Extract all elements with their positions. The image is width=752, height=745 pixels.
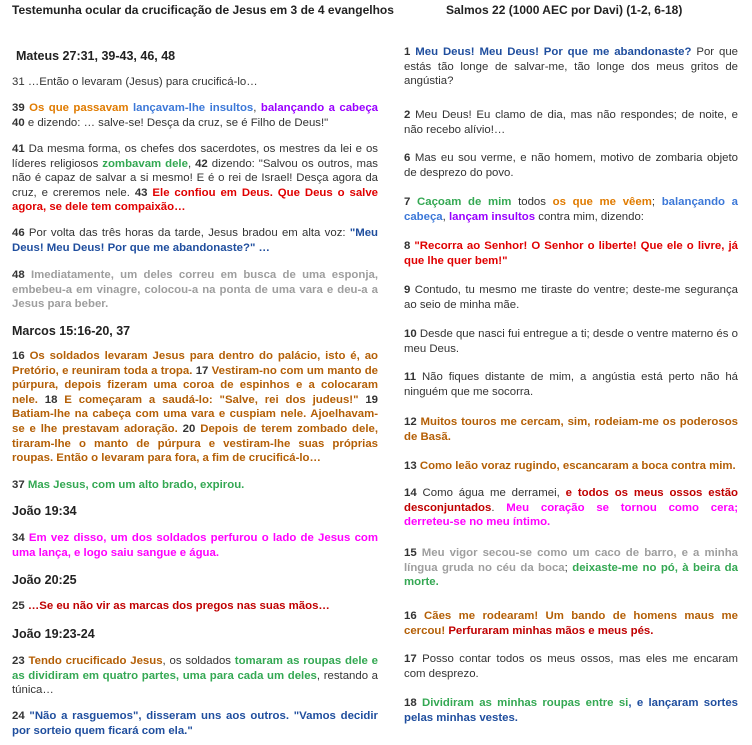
verse-number: 14 xyxy=(404,487,417,499)
verse-text: "Meu Deus! Meu Deus! Por que me abandonaste?" … xyxy=(12,227,378,254)
verse-number: 16 xyxy=(12,350,25,362)
verse-number: 25 xyxy=(12,600,25,612)
verse-text: tomaram as roupas dele e as dividiram em quatro partes, uma para cada um deles xyxy=(12,655,378,682)
verse-text: , xyxy=(253,102,261,114)
verse-text: , os soldados xyxy=(162,655,235,667)
verse-number: 11 xyxy=(404,371,417,383)
verse-text: Desde que nasci fui entregue a ti; desde o ventre materno és o meu Deus. xyxy=(404,328,738,355)
verse-paragraph xyxy=(404,486,738,530)
verse-paragraph xyxy=(12,75,378,90)
verse-text: Mas Jesus, com um alto brado, expirou. xyxy=(24,479,245,491)
verse-paragraph xyxy=(404,652,738,681)
verse-number: 17 xyxy=(404,653,417,665)
verse-text: Caçoam de mim xyxy=(410,196,512,208)
verse-number: 24 xyxy=(12,710,25,722)
verse-paragraph xyxy=(404,696,738,725)
verse-text: lançam insultos xyxy=(448,210,536,223)
verse-text: contra mim, dizendo: xyxy=(535,210,644,223)
verse-text: dizendo: "Salvou os outros, mas não é capaz de salvar a si mesmo! E é o rei de Israel! Desça agora da cruz, e creremos nele. xyxy=(12,157,378,199)
verse-text: Tendo crucificado Jesus xyxy=(24,655,163,667)
section-title-marcos: Marcos 15:16-20, 37 xyxy=(12,324,131,338)
verse-paragraph xyxy=(12,478,378,493)
verse-text: todos xyxy=(511,196,553,208)
verse-number: 8 xyxy=(404,240,411,252)
verse-text: "Recorra ao Senhor! O Senhor o liberte! Que ele o livre, já que lhe quer bem!" xyxy=(404,240,738,267)
verse-text: Cães me rodearam! Um bando de homens maus me cercou! xyxy=(404,610,738,637)
verse-text: Perfuraram minhas mãos e meus pés. xyxy=(448,624,654,637)
verse-text: Meu coração se tornou como cera; derreteu-se no meu íntimo. xyxy=(404,501,738,529)
verse-text: ; xyxy=(564,561,573,574)
verse-text: 40 xyxy=(12,116,25,129)
verse-text: Como água me derramei, xyxy=(416,487,566,499)
verse-text: Os que passavam xyxy=(24,102,129,114)
section-title-mateus: Mateus 27:31, 39-43, 46, 48 xyxy=(16,49,176,63)
verse-text: 42 xyxy=(195,157,208,170)
verse-text: Por volta das três horas da tarde, Jesus bradou em alta voz: xyxy=(24,227,350,239)
verse-text: Como leão voraz rugindo, escancaram a boca contra mim. xyxy=(416,460,736,472)
verse-text: "Não a rasguemos", disseram uns aos outros. "Vamos decidir por sorteio quem ficará com ela." xyxy=(12,710,378,737)
verse-number: 7 xyxy=(404,196,411,208)
verse-number: 6 xyxy=(404,152,411,164)
verse-paragraph xyxy=(404,108,738,137)
verse-paragraph xyxy=(12,142,378,215)
verse-text: balançando a cabeça xyxy=(404,196,738,223)
verse-text: Meu vigor secou-se como um caco de barro, e a minha língua gruda no céu da boca xyxy=(404,547,738,574)
verse-paragraph xyxy=(404,283,738,312)
verse-paragraph xyxy=(404,370,738,399)
verse-paragraph xyxy=(12,349,378,466)
verse-text: Batiam-lhe na cabeça com uma vara e cuspiam nele. Ajoelhavam-se e lhe prestavam adoração. xyxy=(12,408,378,435)
verse-text: e dizendo: … salve-se! Desça da cruz, se é Filho de Deus!" xyxy=(24,116,329,129)
verse-number: 18 xyxy=(404,697,417,709)
verse-number: 34 xyxy=(12,532,25,544)
verse-number: 39 xyxy=(12,102,25,114)
gospels-header: Testemunha ocular da crucificação de Jesus em 3 de 4 evangelhos xyxy=(12,3,394,17)
verse-text: Muitos touros me cercam, sim, rodeiam-me os poderosos de Basã. xyxy=(404,416,738,443)
verse-text: deixaste-me no pó, à beira da morte. xyxy=(404,561,738,589)
verse-paragraph xyxy=(404,459,738,474)
verse-number: 15 xyxy=(404,547,417,559)
verse-text: zombavam dele xyxy=(102,157,188,170)
verse-paragraph xyxy=(404,45,738,89)
verse-paragraph xyxy=(12,531,378,560)
section-title-joao-19-23: João 19:23-24 xyxy=(12,627,95,641)
verse-text: Imediatamente, um deles correu em busca de uma esponja, embebeu-a em vinagre, colocou-a na ponta de uma vara e deu-a a Jesus para beber. xyxy=(12,269,378,311)
verse-text: Por que estás tão longe de salvar-me, tão longe dos meus gritos de angústia? xyxy=(404,46,738,88)
verse-paragraph xyxy=(404,546,738,590)
verse-text: Da mesma forma, os chefes dos sacerdotes, os mestres da lei e os líderes religiosos xyxy=(12,143,378,170)
verse-paragraph xyxy=(12,268,378,312)
verse-text: Dividiram as minhas roupas entre si xyxy=(416,697,629,709)
verse-text: lançavam-lhe insultos xyxy=(128,102,254,114)
verse-number: 12 xyxy=(404,416,417,428)
verse-text: …Então o levaram (Jesus) para crucificá-lo… xyxy=(24,76,258,88)
verse-paragraph xyxy=(12,654,378,698)
verse-paragraph xyxy=(404,151,738,180)
verse-number: 13 xyxy=(404,460,417,472)
verse-text: ; xyxy=(651,196,662,208)
verse-paragraph xyxy=(404,327,738,356)
verse-number: 46 xyxy=(12,227,25,239)
verse-number: 2 xyxy=(404,109,411,121)
verse-text: Posso contar todos os meus ossos, mas eles me encaram com desprezo. xyxy=(404,653,738,680)
verse-paragraph xyxy=(404,415,738,444)
verse-text: 17 xyxy=(195,364,209,377)
verse-number: 37 xyxy=(12,479,25,491)
verse-paragraph xyxy=(404,195,738,224)
verse-text: Não fiques distante de mim, a angústia está perto não há ninguém que me socorra. xyxy=(404,371,738,398)
verse-text: Vestiram-no com um manto de púrpura, depois fizeram uma coroa de espinhos e a colocaram nele. xyxy=(12,364,378,406)
verse-text: E começaram a saudá-lo: "Salve, rei dos judeus!" xyxy=(57,393,366,406)
verse-text: Mas eu sou verme, e não homem, motivo de zombaria objeto de desprezo do povo. xyxy=(404,152,738,179)
verse-number: 41 xyxy=(12,143,25,155)
verse-text: Depois de terem zombado dele, tiraram-lhe o manto de púrpura e vestiram-lhe suas próprias roupas. Então o levaram para fora, a fim de crucificá-lo… xyxy=(12,422,378,465)
verse-text: e todos os meus ossos estão desconjuntados xyxy=(404,487,739,514)
verse-text: Meu Deus! Meu Deus! Por que me abandonaste? xyxy=(410,46,692,58)
verse-text: Ele confiou em Deus. Que Deus o salve agora, se dele tem compaixão… xyxy=(12,186,378,214)
verse-number: 10 xyxy=(404,328,417,340)
verse-text: Os soldados levaram Jesus para dentro do palácio, isto é, ao Pretório, e reuniram toda a tropa. xyxy=(12,350,378,377)
verse-text: , xyxy=(187,157,196,170)
verse-text: 18 xyxy=(44,393,58,406)
verse-number: 1 xyxy=(404,46,411,58)
verse-text: 43 xyxy=(134,186,148,199)
verse-text: . xyxy=(491,501,507,514)
verse-paragraph xyxy=(12,709,378,738)
verse-text: Contudo, tu mesmo me tiraste do ventre; deste-me segurança ao seio de minha mãe. xyxy=(404,284,738,311)
verse-paragraph xyxy=(12,226,378,255)
verse-text: 19 xyxy=(365,393,378,406)
verse-text: Em vez disso, um dos soldados perfurou o lado de Jesus com uma lança, e logo saiu sangue e água. xyxy=(12,532,378,559)
verse-text: Meu Deus! Eu clamo de dia, mas não respondes; de noite, e não recebo alívio!… xyxy=(404,109,738,136)
verse-paragraph xyxy=(404,609,738,638)
section-title-joao-20-25: João 20:25 xyxy=(12,573,77,587)
psalm-header: Salmos 22 (1000 AEC por Davi) (1-2, 6-18) xyxy=(446,3,683,17)
verse-number: 9 xyxy=(404,284,411,296)
verse-text: …Se eu não vir as marcas dos pregos nas suas mãos… xyxy=(24,600,330,612)
verse-text: , restando a túnica… xyxy=(12,669,378,697)
verse-number: 48 xyxy=(12,269,25,281)
verse-text: , xyxy=(442,210,449,223)
verse-number: 31 xyxy=(12,76,25,88)
verse-paragraph xyxy=(404,239,738,268)
verse-text: , e lançaram sortes pelas minhas vestes. xyxy=(404,697,738,724)
verse-number: 16 xyxy=(404,610,417,622)
section-title-joao-19-34: João 19:34 xyxy=(12,504,77,518)
verse-paragraph xyxy=(12,101,378,130)
verse-text: os que me vêem xyxy=(552,196,652,208)
verse-paragraph xyxy=(12,599,378,614)
verse-text: 20 xyxy=(182,422,196,435)
verse-text: balançando a cabeça xyxy=(260,102,378,114)
verse-number: 23 xyxy=(12,655,25,667)
